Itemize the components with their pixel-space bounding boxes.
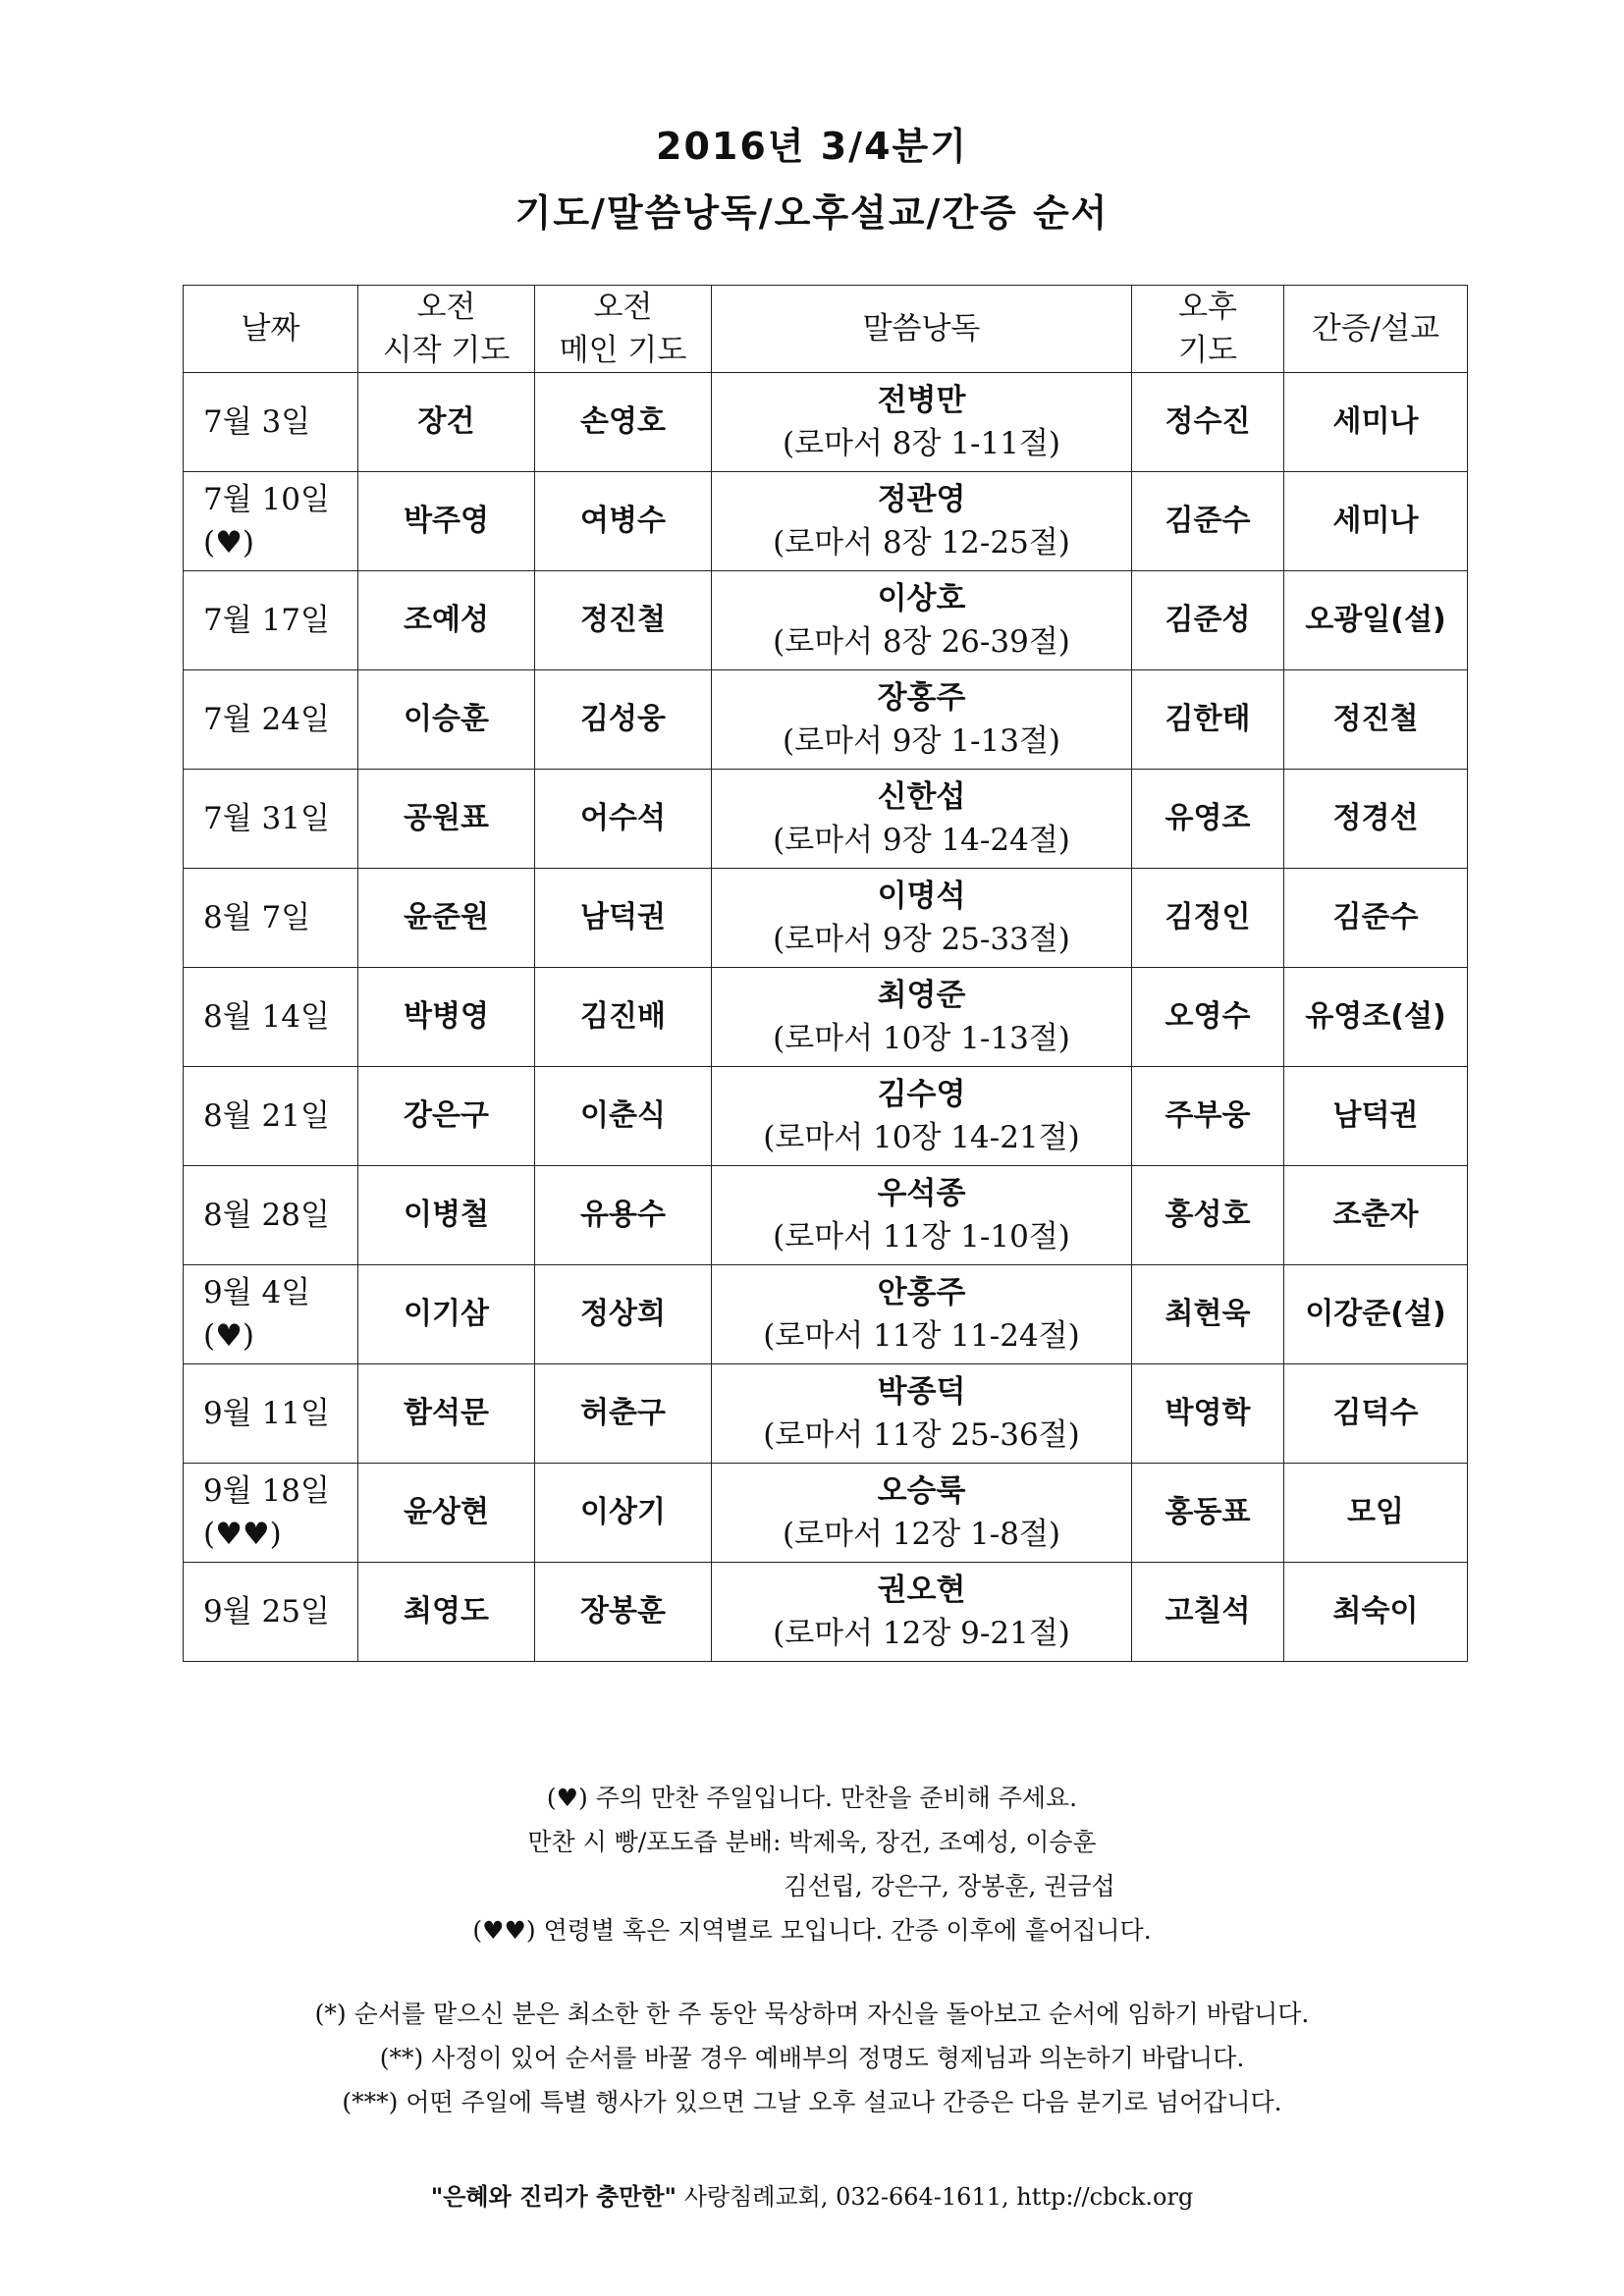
cell-pm-prayer: 김준성 bbox=[1132, 571, 1284, 670]
row-hearts: (♥♥) bbox=[203, 1517, 282, 1552]
header-date: 날짜 bbox=[184, 286, 358, 373]
cell-am-main-prayer: 장봉훈 bbox=[535, 1563, 712, 1662]
cell-date bbox=[184, 571, 358, 670]
cell-am-main-prayer: 이춘식 bbox=[535, 1067, 712, 1166]
cell-am-main-prayer: 남덕권 bbox=[535, 869, 712, 968]
table-row bbox=[184, 770, 1468, 869]
footnote-1: (*) 순서를 맡으신 분은 최소한 한 주 동안 묵상하며 자신을 돌아보고 순서에 임하기 바랍니다. bbox=[314, 2000, 1310, 2028]
cell-reading bbox=[712, 1563, 1132, 1662]
reader-name: 이상호 bbox=[877, 581, 966, 616]
footer-church-info: 사랑침례교회, 032-664-1611, http://cbck.org bbox=[683, 2183, 1194, 2211]
passage: (로마서 11장 25-36절) bbox=[763, 1417, 1080, 1453]
table-row bbox=[184, 869, 1468, 968]
reader-name: 김수영 bbox=[877, 1077, 966, 1112]
reader-name: 권오현 bbox=[877, 1573, 966, 1608]
header-am-start-prayer: 오전 시작 기도 bbox=[358, 286, 535, 373]
cell-reading bbox=[712, 373, 1132, 472]
cell-am-start-prayer: 이승훈 bbox=[358, 670, 535, 770]
footer-slogan: "은혜와 진리가 충만한" bbox=[430, 2183, 677, 2211]
row-date: 7월 31일 bbox=[203, 801, 330, 836]
row-date: 7월 10일 bbox=[203, 482, 330, 517]
cell-am-main-prayer: 여병수 bbox=[535, 472, 712, 571]
passage: (로마서 11장 1-10절) bbox=[773, 1219, 1070, 1255]
cell-am-main-prayer: 어수석 bbox=[535, 770, 712, 869]
passage: (로마서 9장 1-13절) bbox=[783, 723, 1060, 759]
cell-am-main-prayer: 정진철 bbox=[535, 571, 712, 670]
cell-am-start-prayer: 함석문 bbox=[358, 1364, 535, 1464]
distribution-line-2: 김선립, 강은구, 장봉훈, 권금섭 bbox=[784, 1872, 1115, 1900]
cell-reading bbox=[712, 1464, 1132, 1563]
header-am-main-prayer: 오전 메인 기도 bbox=[535, 286, 712, 373]
row-date: 8월 7일 bbox=[203, 900, 311, 935]
cell-am-start-prayer: 최영도 bbox=[358, 1563, 535, 1662]
reader-name: 신한섭 bbox=[877, 779, 966, 815]
cell-testimony: 조춘자 bbox=[1284, 1166, 1468, 1265]
cell-am-start-prayer: 윤준원 bbox=[358, 869, 535, 968]
row-date: 9월 11일 bbox=[203, 1396, 330, 1431]
reader-name: 박종덕 bbox=[877, 1374, 966, 1410]
cell-am-main-prayer: 이상기 bbox=[535, 1464, 712, 1563]
passage: (로마서 11장 11-24절) bbox=[763, 1318, 1080, 1354]
cell-reading bbox=[712, 1265, 1132, 1364]
footnote-2: (**) 사정이 있어 순서를 바꿀 경우 예배부의 정명도 형제님과 의논하기 바랍니다. bbox=[379, 2044, 1245, 2072]
cell-am-start-prayer: 강은구 bbox=[358, 1067, 535, 1166]
passage: (로마서 10장 14-21절) bbox=[763, 1120, 1080, 1155]
cell-pm-prayer: 최현욱 bbox=[1132, 1265, 1284, 1364]
cell-date bbox=[184, 968, 358, 1067]
header-testimony: 간증/설교 bbox=[1284, 286, 1468, 373]
cell-testimony: 세미나 bbox=[1284, 373, 1468, 472]
cell-date bbox=[184, 1364, 358, 1464]
cell-am-main-prayer: 유용수 bbox=[535, 1166, 712, 1265]
row-date: 8월 21일 bbox=[203, 1098, 330, 1134]
passage: (로마서 9장 14-24절) bbox=[773, 823, 1070, 858]
header-pm-prayer: 오후 기도 bbox=[1132, 286, 1284, 373]
cell-testimony: 정경선 bbox=[1284, 770, 1468, 869]
passage: (로마서 9장 25-33절) bbox=[773, 922, 1070, 957]
reader-name: 안홍주 bbox=[877, 1275, 966, 1310]
cell-testimony: 모임 bbox=[1284, 1464, 1468, 1563]
footer bbox=[0, 2177, 1624, 2212]
cell-reading bbox=[712, 571, 1132, 670]
table-row bbox=[184, 1563, 1468, 1662]
document-subtitle: 기도/말씀낭독/오후설교/간증 순서 bbox=[514, 191, 1110, 235]
row-date: 7월 3일 bbox=[203, 404, 311, 440]
passage: (로마서 8장 26-39절) bbox=[773, 624, 1070, 660]
reader-name: 이명석 bbox=[877, 879, 966, 914]
cell-am-start-prayer: 윤상현 bbox=[358, 1464, 535, 1563]
row-hearts: (♥) bbox=[203, 1318, 254, 1354]
reader-name: 전병만 bbox=[877, 383, 966, 418]
cell-am-start-prayer: 박병영 bbox=[358, 968, 535, 1067]
cell-reading bbox=[712, 1067, 1132, 1166]
cell-testimony: 오광일(설) bbox=[1284, 571, 1468, 670]
cell-pm-prayer: 주부웅 bbox=[1132, 1067, 1284, 1166]
schedule-table bbox=[183, 285, 1468, 1662]
heart-note: (♥) 주의 만찬 주일입니다. 만찬을 준비해 주세요. bbox=[546, 1784, 1078, 1812]
cell-testimony: 이강준(설) bbox=[1284, 1265, 1468, 1364]
cell-am-main-prayer: 김성웅 bbox=[535, 670, 712, 770]
row-date: 7월 24일 bbox=[203, 702, 330, 737]
cell-testimony: 최숙이 bbox=[1284, 1563, 1468, 1662]
row-date: 8월 14일 bbox=[203, 999, 330, 1035]
reader-name: 장홍주 bbox=[877, 680, 966, 716]
cell-date bbox=[184, 1464, 358, 1563]
table-row bbox=[184, 1166, 1468, 1265]
reader-name: 정관영 bbox=[877, 482, 966, 517]
table-row bbox=[184, 670, 1468, 770]
cell-date bbox=[184, 770, 358, 869]
table-row bbox=[184, 1364, 1468, 1464]
header-reading: 말씀낭독 bbox=[712, 286, 1132, 373]
passage: (로마서 12장 1-8절) bbox=[783, 1517, 1060, 1552]
cell-reading bbox=[712, 1364, 1132, 1464]
cell-date bbox=[184, 670, 358, 770]
cell-testimony: 정진철 bbox=[1284, 670, 1468, 770]
distribution-line-1: 만찬 시 빵/포도즙 분배: 박제욱, 장건, 조예성, 이승훈 bbox=[527, 1828, 1097, 1856]
cell-testimony: 세미나 bbox=[1284, 472, 1468, 571]
cell-date bbox=[184, 1265, 358, 1364]
cell-am-start-prayer: 조예성 bbox=[358, 571, 535, 670]
table-row bbox=[184, 1265, 1468, 1364]
cell-testimony: 유영조(설) bbox=[1284, 968, 1468, 1067]
reader-name: 오승룩 bbox=[877, 1473, 966, 1509]
passage: (로마서 8장 1-11절) bbox=[783, 426, 1060, 461]
cell-am-start-prayer: 이병철 bbox=[358, 1166, 535, 1265]
row-date: 7월 17일 bbox=[203, 603, 330, 638]
table-row bbox=[184, 472, 1468, 571]
cell-reading bbox=[712, 869, 1132, 968]
row-date: 9월 18일 bbox=[203, 1473, 330, 1509]
table-row bbox=[184, 373, 1468, 472]
row-date: 9월 25일 bbox=[203, 1594, 330, 1629]
table-row bbox=[184, 1067, 1468, 1166]
cell-date bbox=[184, 1563, 358, 1662]
reader-name: 최영준 bbox=[877, 978, 966, 1013]
cell-testimony: 김덕수 bbox=[1284, 1364, 1468, 1464]
cell-am-main-prayer: 허춘구 bbox=[535, 1364, 712, 1464]
cell-pm-prayer: 홍성호 bbox=[1132, 1166, 1284, 1265]
cell-testimony: 김준수 bbox=[1284, 869, 1468, 968]
table-row bbox=[184, 1464, 1468, 1563]
table-row bbox=[184, 571, 1468, 670]
cell-reading bbox=[712, 1166, 1132, 1265]
cell-pm-prayer: 오영수 bbox=[1132, 968, 1284, 1067]
cell-pm-prayer: 유영조 bbox=[1132, 770, 1284, 869]
cell-reading bbox=[712, 770, 1132, 869]
row-hearts: (♥) bbox=[203, 525, 254, 561]
cell-date bbox=[184, 472, 358, 571]
double-heart-note: (♥♥) 연령별 혹은 지역별로 모입니다. 간증 이후에 흩어집니다. bbox=[472, 1916, 1152, 1945]
table-header-row bbox=[184, 286, 1468, 373]
cell-pm-prayer: 김준수 bbox=[1132, 472, 1284, 571]
cell-pm-prayer: 김정인 bbox=[1132, 869, 1284, 968]
cell-am-main-prayer: 정상희 bbox=[535, 1265, 712, 1364]
cell-pm-prayer: 홍동표 bbox=[1132, 1464, 1284, 1563]
passage: (로마서 12장 9-21절) bbox=[773, 1616, 1070, 1651]
cell-am-main-prayer: 손영호 bbox=[535, 373, 712, 472]
row-date: 8월 28일 bbox=[203, 1198, 330, 1233]
cell-date bbox=[184, 869, 358, 968]
cell-am-start-prayer: 공원표 bbox=[358, 770, 535, 869]
cell-reading bbox=[712, 472, 1132, 571]
passage: (로마서 8장 12-25절) bbox=[773, 525, 1070, 561]
cell-am-start-prayer: 이기삼 bbox=[358, 1265, 535, 1364]
cell-am-start-prayer: 장건 bbox=[358, 373, 535, 472]
cell-reading bbox=[712, 670, 1132, 770]
cell-date bbox=[184, 1067, 358, 1166]
cell-date bbox=[184, 373, 358, 472]
footnote-3: (***) 어떤 주일에 특별 행사가 있으면 그날 오후 설교나 간증은 다음 분기로 넘어갑니다. bbox=[342, 2088, 1282, 2116]
cell-am-main-prayer: 김진배 bbox=[535, 968, 712, 1067]
cell-pm-prayer: 정수진 bbox=[1132, 373, 1284, 472]
cell-pm-prayer: 김한태 bbox=[1132, 670, 1284, 770]
row-date: 9월 4일 bbox=[203, 1275, 311, 1310]
table-row bbox=[184, 968, 1468, 1067]
cell-pm-prayer: 박영학 bbox=[1132, 1364, 1284, 1464]
cell-date bbox=[184, 1166, 358, 1265]
reader-name: 우석종 bbox=[877, 1176, 966, 1211]
passage: (로마서 10장 1-13절) bbox=[773, 1021, 1070, 1056]
cell-testimony: 남덕권 bbox=[1284, 1067, 1468, 1166]
cell-reading bbox=[712, 968, 1132, 1067]
cell-pm-prayer: 고칠석 bbox=[1132, 1563, 1284, 1662]
document-title: 2016년 3/4분기 bbox=[656, 125, 968, 168]
cell-am-start-prayer: 박주영 bbox=[358, 472, 535, 571]
